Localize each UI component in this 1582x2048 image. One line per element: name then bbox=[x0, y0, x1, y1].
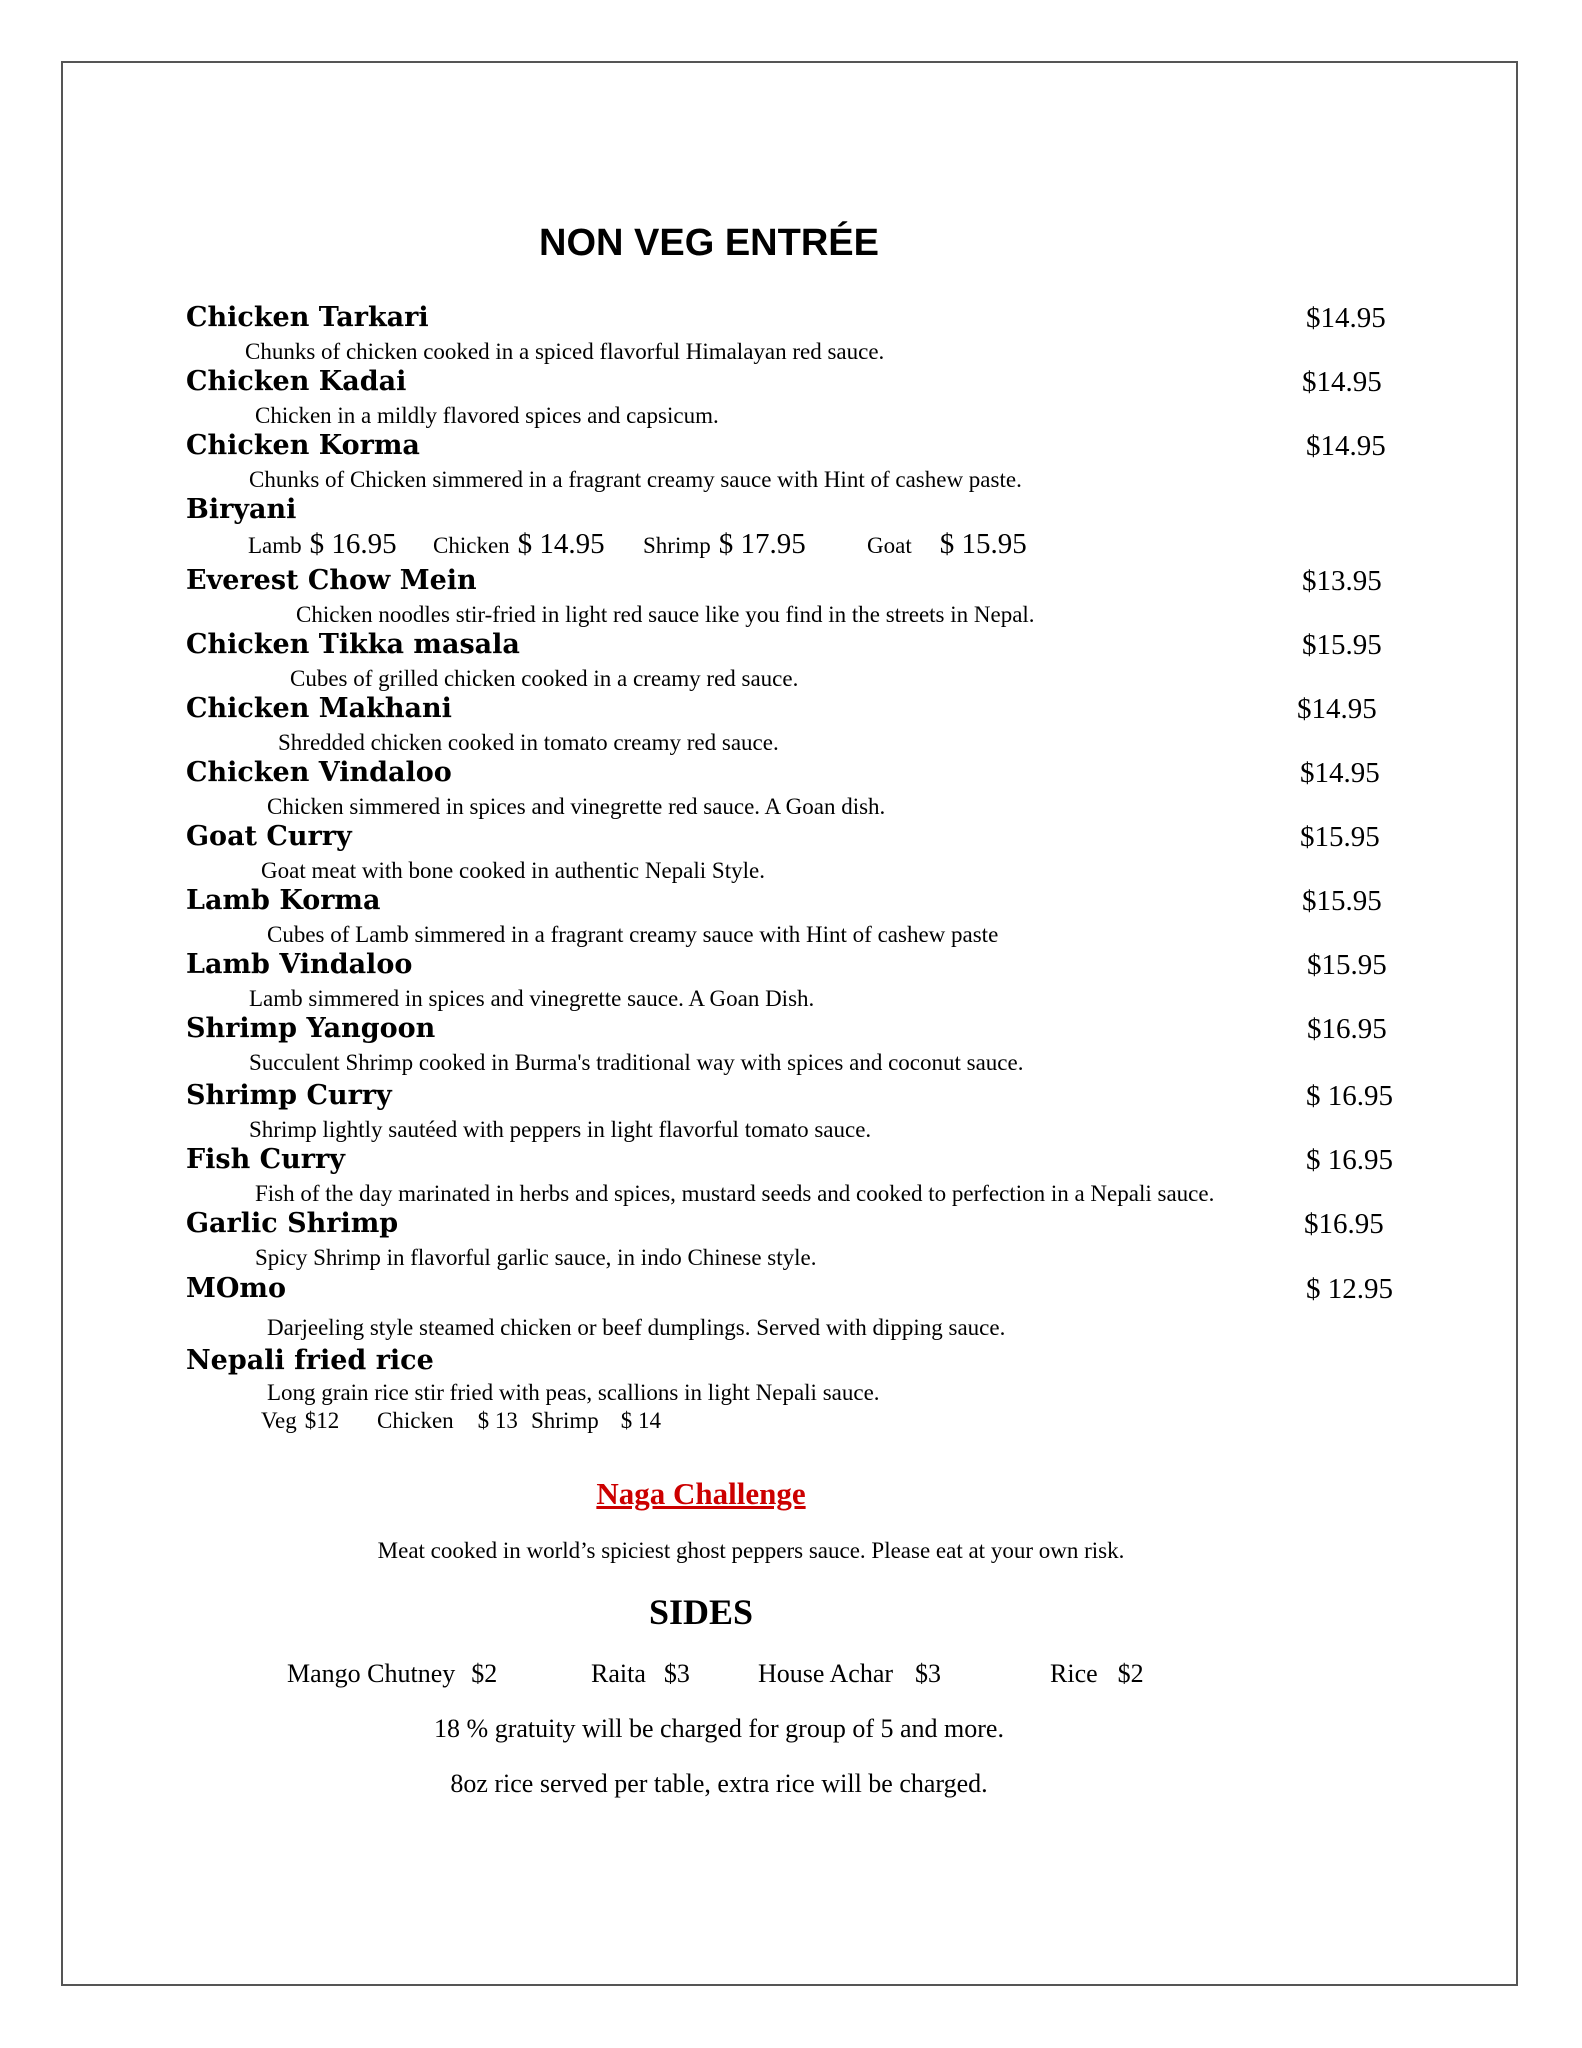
item-price: $ 16.95 bbox=[1306, 1080, 1393, 1112]
item-name: Shrimp Yangoon bbox=[186, 1013, 436, 1044]
side-price: $2 bbox=[471, 1659, 498, 1688]
option-price: $ 16.95 bbox=[309, 528, 397, 560]
item-description: Chicken simmered in spices and vinegrette red sauce. A Goan dish. bbox=[267, 794, 886, 819]
item-name: Chicken Tikka masala bbox=[186, 629, 520, 660]
price-option bbox=[377, 1408, 518, 1434]
item-price: $13.95 bbox=[1302, 565, 1382, 597]
item-description: Shrimp lightly sautéed with peppers in light flavorful tomato sauce. bbox=[249, 1117, 872, 1142]
item-name: Chicken Makhani bbox=[186, 693, 452, 724]
price-option bbox=[867, 528, 1027, 561]
side-item bbox=[1050, 1659, 1144, 1689]
item-price: $14.95 bbox=[1306, 302, 1386, 334]
item-name: Chicken Vindaloo bbox=[186, 757, 452, 788]
item-description: Succulent Shrimp cooked in Burma's traditional way with spices and coconut sauce. bbox=[249, 1050, 1024, 1075]
item-description: Shredded chicken cooked in tomato creamy red sauce. bbox=[278, 730, 779, 755]
side-item bbox=[591, 1659, 690, 1689]
item-price: $15.95 bbox=[1307, 949, 1387, 981]
item-description: Chunks of Chicken simmered in a fragrant creamy sauce with Hint of cashew paste. bbox=[249, 467, 1022, 492]
sides-title: SIDES bbox=[648, 1592, 754, 1632]
price-option bbox=[433, 528, 605, 561]
price-option bbox=[643, 528, 806, 561]
side-price: $3 bbox=[663, 1659, 690, 1688]
option-label: Goat bbox=[867, 533, 912, 558]
menu-title: NON VEG ENTRÉE bbox=[539, 222, 879, 264]
item-name: Goat Curry bbox=[186, 821, 352, 852]
item-description: Darjeeling style steamed chicken or beef dumplings. Served with dipping sauce. bbox=[267, 1315, 1006, 1340]
item-name: MOmo bbox=[186, 1273, 286, 1304]
item-description: Chicken noodles stir-fried in light red sauce like you find in the streets in Nepal. bbox=[296, 602, 1035, 627]
item-description: Lamb simmered in spices and vinegrette sauce. A Goan Dish. bbox=[249, 986, 815, 1011]
option-label: Shrimp bbox=[643, 533, 711, 558]
option-label: Veg bbox=[261, 1408, 297, 1433]
side-item bbox=[287, 1659, 497, 1689]
price-option bbox=[261, 1408, 339, 1434]
item-price: $14.95 bbox=[1297, 693, 1377, 725]
item-name: Garlic Shrimp bbox=[186, 1208, 399, 1239]
item-price: $14.95 bbox=[1302, 366, 1382, 398]
item-description: Goat meat with bone cooked in authentic Nepali Style. bbox=[261, 858, 765, 883]
item-description: Chunks of chicken cooked in a spiced flavorful Himalayan red sauce. bbox=[245, 339, 885, 364]
item-description: Fish of the day marinated in herbs and spices, mustard seeds and cooked to perfection in a Nepali sauce. bbox=[255, 1181, 1215, 1206]
side-label: Rice bbox=[1050, 1659, 1098, 1688]
item-name: Chicken Kadai bbox=[186, 366, 407, 397]
option-label: Lamb bbox=[248, 533, 302, 558]
option-label: Chicken bbox=[377, 1408, 454, 1433]
side-label: Raita bbox=[591, 1659, 646, 1688]
price-option bbox=[531, 1408, 661, 1434]
naga-challenge-title: Naga Challenge bbox=[596, 1476, 806, 1511]
item-name: Everest Chow Mein bbox=[186, 565, 477, 596]
item-description: Spicy Shrimp in flavorful garlic sauce, in indo Chinese style. bbox=[255, 1245, 817, 1270]
item-price: $ 16.95 bbox=[1306, 1144, 1393, 1176]
option-price: $ 14.95 bbox=[517, 528, 605, 560]
gratuity-note: 18 % gratuity will be charged for group of 5 and more. bbox=[434, 1714, 1004, 1743]
item-price: $ 12.95 bbox=[1306, 1273, 1393, 1305]
item-description: Chicken in a mildly flavored spices and capsicum. bbox=[255, 403, 719, 428]
item-price: $14.95 bbox=[1300, 757, 1380, 789]
side-label: Mango Chutney bbox=[287, 1659, 456, 1688]
item-name: Chicken Tarkari bbox=[186, 302, 429, 333]
option-label: Shrimp bbox=[531, 1408, 599, 1433]
rice-note: 8oz rice served per table, extra rice will be charged. bbox=[450, 1769, 988, 1798]
item-name: Nepali fried rice bbox=[186, 1345, 434, 1376]
side-price: $3 bbox=[915, 1659, 942, 1688]
item-name: Shrimp Curry bbox=[186, 1080, 392, 1111]
item-name: Biryani bbox=[186, 494, 297, 525]
side-price: $2 bbox=[1117, 1659, 1144, 1688]
item-price: $15.95 bbox=[1302, 885, 1382, 917]
option-price: $ 17.95 bbox=[718, 528, 806, 560]
option-label: Chicken bbox=[433, 533, 510, 558]
naga-challenge-description: Meat cooked in world’s spiciest ghost peppers sauce. Please eat at your own risk. bbox=[377, 1538, 1125, 1563]
item-name: Lamb Korma bbox=[186, 885, 381, 916]
item-price: $15.95 bbox=[1302, 629, 1382, 661]
option-price: $ 14 bbox=[620, 1408, 661, 1433]
item-price: $14.95 bbox=[1306, 430, 1386, 462]
side-label: House Achar bbox=[758, 1659, 894, 1688]
item-name: Lamb Vindaloo bbox=[186, 949, 413, 980]
item-description: Long grain rice stir fried with peas, scallions in light Nepali sauce. bbox=[267, 1380, 880, 1405]
item-price: $16.95 bbox=[1304, 1208, 1384, 1240]
item-name: Chicken Korma bbox=[186, 430, 420, 461]
option-price: $ 13 bbox=[477, 1408, 518, 1433]
item-name: Fish Curry bbox=[186, 1144, 345, 1175]
option-price: $ 15.95 bbox=[939, 528, 1027, 560]
item-price: $15.95 bbox=[1300, 821, 1380, 853]
option-price: $12 bbox=[304, 1408, 340, 1433]
item-description: Cubes of grilled chicken cooked in a creamy red sauce. bbox=[290, 666, 799, 691]
price-option bbox=[248, 528, 397, 561]
side-item bbox=[758, 1659, 941, 1689]
item-price: $16.95 bbox=[1307, 1013, 1387, 1045]
item-description: Cubes of Lamb simmered in a fragrant creamy sauce with Hint of cashew paste bbox=[267, 922, 999, 947]
